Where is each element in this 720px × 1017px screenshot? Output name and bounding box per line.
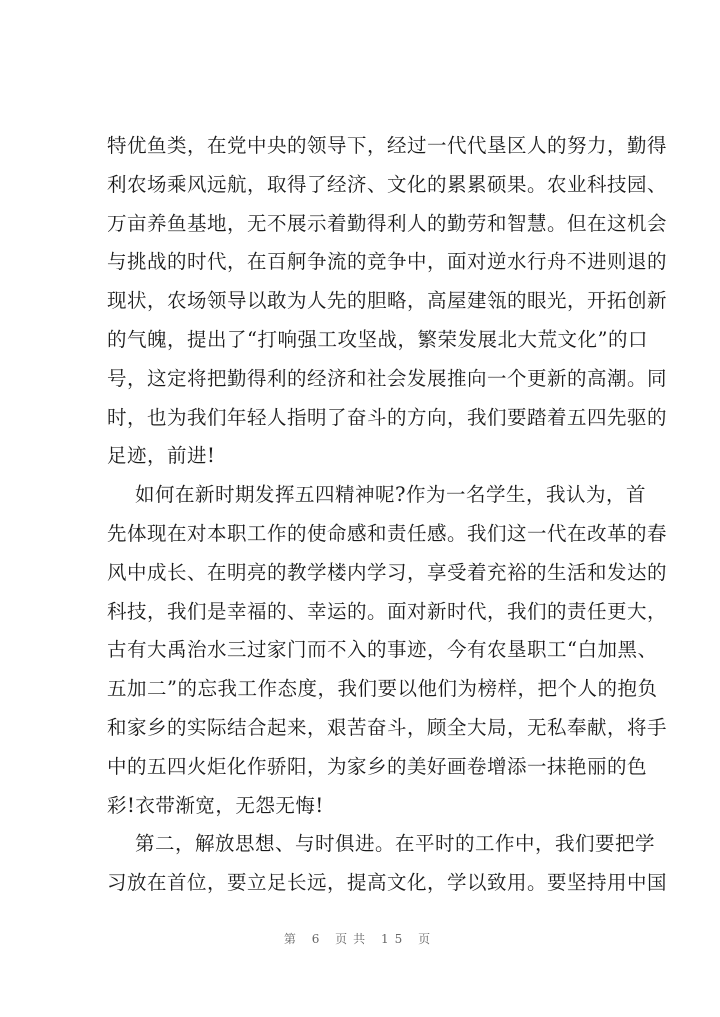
text-line: 的气魄，提出了“打响强工攻坚战，繁荣发展北大荒文化”的口 [107,327,648,351]
text-line: 现状，农场领导以敢为人先的胆略，高屋建瓴的眼光，开拓创新 [107,289,668,313]
text-line: 风中成长、在明亮的教学楼内学习，享受着充裕的生活和发达的 [107,560,668,584]
text-line: 时，也为我们年轻人指明了奋斗的方向，我们要踏着五四先驱的 [107,405,668,429]
paragraph-start-line: 第二，解放思想、与时俱进。在平时的工作中，我们要把学 [135,832,656,856]
text-line: 彩!衣带渐宽，无怨无悔! [107,793,324,817]
text-line: 五加二”的忘我工作态度，我们要以他们为榜样，把个人的抱负 [107,677,658,701]
text-line: 科技，我们是幸福的、幸运的。面对新时代，我们的责任更大， [107,599,668,623]
body-text [107,127,668,903]
text-line: 特优鱼类，在党中央的领导下，经过一代代垦区人的努力，勤得 [107,134,668,157]
page-number-footer: 第 6 页共 15 页 [283,932,437,946]
text-line: 号，这定将把勤得利的经济和社会发展推向一个更新的高潮。同 [107,366,668,390]
text-line: 与挑战的时代，在百舸争流的竞争中，面对逆水行舟不进则退的 [107,250,668,274]
text-line: 中的五四火炬化作骄阳，为家乡的美好画卷增添一抹艳丽的色 [107,754,648,778]
text-line: 古有大禹治水三过家门而不入的事迹，今有农垦职工“白加黑、 [107,638,658,662]
text-line: 先体现在对本职工作的使命感和责任感。我们这一代在改革的春 [107,521,668,545]
text-line: 足迹，前进! [107,444,216,468]
text-line: 习放在首位，要立足长远，提高文化，学以致用。要坚持用中国 [107,871,668,895]
paragraph-start-line: 如何在新时期发挥五四精神呢?作为一名学生，我认为，首 [135,483,646,507]
text-line: 和家乡的实际结合起来，艰苦奋斗，顾全大局，无私奉献，将手 [107,715,668,739]
text-line: 万亩养鱼基地，无不展示着勤得利人的勤劳和智慧。但在这机会 [107,211,668,235]
text-line: 利农场乘风远航，取得了经济、文化的累累硕果。农业科技园、 [107,172,668,196]
